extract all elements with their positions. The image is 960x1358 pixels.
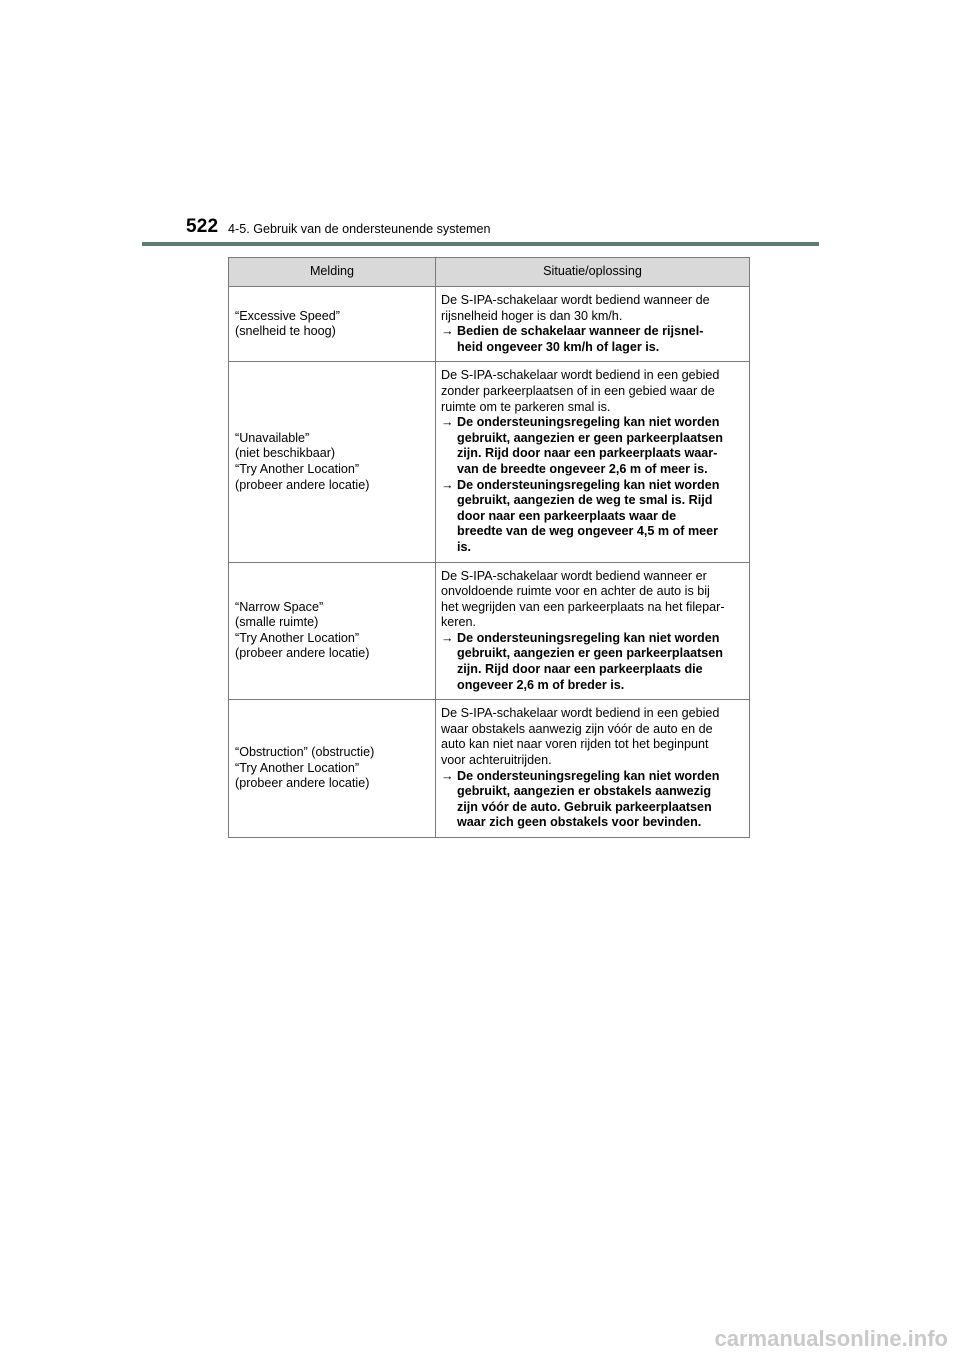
action-line: zijn vóór de auto. Gebruik parkeerplaatsen: [457, 799, 712, 814]
table-body: [229, 287, 750, 838]
melding-cell: [229, 700, 436, 838]
table-row: [229, 287, 750, 362]
arrow-right-icon: →: [441, 324, 454, 339]
section-title: 4-5. Gebruik van de ondersteunende systemen: [228, 222, 491, 236]
situatie-description-line: voor achteruitrijden.: [441, 753, 552, 768]
situatie-description-line: auto kan niet naar voren rijden tot het beginpunt: [441, 737, 709, 752]
table-row: [229, 362, 750, 562]
action-line: gebruikt, aangezien er geen parkeerplaatsen: [457, 430, 723, 445]
action-line: gebruikt, aangezien er geen parkeerplaatsen: [457, 646, 723, 661]
action-line: gebruikt, aangezien de weg te smal is. Rijd: [457, 493, 713, 508]
action-line: Bedien de schakelaar wanneer de rijsnel-: [457, 324, 704, 339]
melding-line: (probeer andere locatie): [235, 646, 370, 661]
action-text: [457, 324, 743, 355]
watermark-logo: carmanualsonline.info: [714, 1326, 948, 1351]
action-text: [457, 415, 743, 477]
situatie-description-line: onvoldoende ruimte voor en achter de auto is bij: [441, 584, 710, 599]
action-text: [457, 631, 743, 693]
action-text: [457, 478, 743, 556]
action-item: [441, 478, 743, 556]
melding-line: “Excessive Speed”: [235, 308, 340, 323]
situatie-description-line: ruimte om te parkeren smal is.: [441, 399, 611, 414]
melding-line: “Narrow Space”: [235, 599, 324, 614]
melding-cell: [229, 287, 436, 362]
situatie-description-line: De S-IPA-schakelaar wordt bediend wanneer er: [441, 568, 707, 583]
message-table: [228, 257, 750, 838]
situatie-description-line: zonder parkeerplaatsen of in een gebied waar de: [441, 383, 715, 398]
arrow-right-icon: →: [441, 768, 454, 783]
action-line: De ondersteuningsregeling kan niet worden: [457, 415, 720, 430]
arrow-right-icon: →: [441, 630, 454, 645]
table-row: [229, 562, 750, 700]
action-item: [441, 631, 743, 693]
arrow-right-icon: →: [441, 477, 454, 492]
action-text: [457, 769, 743, 831]
action-line: door naar een parkeerplaats waar de: [457, 508, 677, 523]
melding-line: “Try Another Location”: [235, 630, 360, 645]
action-item: [441, 769, 743, 831]
melding-line: (probeer andere locatie): [235, 477, 370, 492]
situatie-description-line: waar obstakels aanwezig zijn vóór de auto en de: [441, 721, 713, 736]
header-divider: [142, 242, 819, 246]
situatie-description-line: De S-IPA-schakelaar wordt bediend in een gebied: [441, 706, 720, 721]
situatie-cell: [436, 287, 750, 362]
action-line: van de breedte ongeveer 2,6 m of meer is.: [457, 461, 708, 476]
melding-line: “Try Another Location”: [235, 760, 360, 775]
action-line: zijn. Rijd door naar een parkeerplaats waar-: [457, 446, 718, 461]
table-header-row: [229, 258, 750, 287]
action-item: [441, 324, 743, 355]
melding-line: (snelheid te hoog): [235, 324, 336, 339]
situatie-description-line: het wegrijden van een parkeerplaats na het filepar-: [441, 599, 725, 614]
column-header-melding: Melding: [229, 258, 436, 287]
melding-line: (niet beschikbaar): [235, 446, 336, 461]
situatie-cell: [436, 362, 750, 562]
action-line: De ondersteuningsregeling kan niet worden: [457, 630, 720, 645]
situatie-description-line: De S-IPA-schakelaar wordt bediend in een gebied: [441, 368, 720, 383]
action-line: zijn. Rijd door naar een parkeerplaats die: [457, 662, 703, 677]
situatie-description-line: De S-IPA-schakelaar wordt bediend wanneer de: [441, 293, 710, 307]
action-line: is.: [457, 539, 472, 554]
melding-cell: [229, 362, 436, 562]
arrow-right-icon: →: [441, 415, 454, 430]
melding-line: “Try Another Location”: [235, 461, 360, 476]
situatie-description-line: keren.: [441, 615, 477, 630]
situatie-cell: [436, 700, 750, 838]
melding-line: “Obstruction” (obstructie): [235, 745, 375, 760]
action-line: waar zich geen obstakels voor bevinden.: [457, 815, 702, 830]
melding-cell: [229, 562, 436, 700]
action-line: gebruikt, aangezien er obstakels aanwezig: [457, 784, 712, 799]
melding-line: “Unavailable”: [235, 430, 310, 445]
action-line: breedte van de weg ongeveer 4,5 m of meer: [457, 524, 719, 539]
melding-line: (smalle ruimte): [235, 615, 319, 630]
action-item: [441, 415, 743, 477]
page-number: 522: [186, 216, 219, 237]
table-row: [229, 700, 750, 838]
column-header-situatie: Situatie/oplossing: [436, 258, 750, 287]
action-line: De ondersteuningsregeling kan niet worden: [457, 768, 720, 783]
action-line: De ondersteuningsregeling kan niet worden: [457, 477, 720, 492]
action-line: ongeveer 2,6 m of breder is.: [457, 677, 625, 692]
melding-line: (probeer andere locatie): [235, 776, 370, 791]
action-line: heid ongeveer 30 km/h of lager is.: [457, 339, 660, 354]
situatie-cell: [436, 562, 750, 700]
situatie-description-line: rijsnelheid hoger is dan 30 km/h.: [441, 308, 623, 323]
